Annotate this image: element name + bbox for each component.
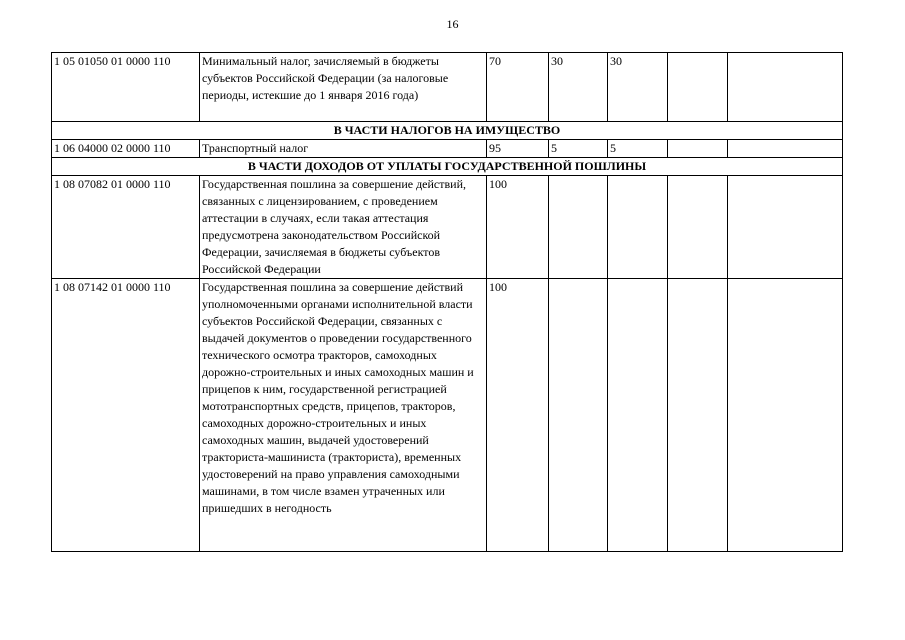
kbk-code-cell: 1 08 07142 01 0000 110: [52, 279, 200, 552]
table-row: [52, 53, 843, 122]
value-cell-3: [608, 176, 668, 279]
description-cell: Минимальный налог, зачисляемый в бюджеты субъектов Российской Федерации (за налоговые периоды, истекшие до 1 января 2016 года): [200, 53, 487, 122]
value-cell-5: [728, 176, 843, 279]
kbk-code-cell: 1 08 07082 01 0000 110: [52, 176, 200, 279]
value-cell-4: [668, 176, 728, 279]
description-cell: Транспортный налог: [200, 140, 487, 158]
section-row: [52, 158, 843, 176]
value-cell-4: [668, 279, 728, 552]
value-cell-2: 30: [549, 53, 608, 122]
value-cell-4: [668, 53, 728, 122]
value-cell-5: [728, 279, 843, 552]
section-row: [52, 122, 843, 140]
value-cell-5: [728, 53, 843, 122]
section-title: В ЧАСТИ ДОХОДОВ ОТ УПЛАТЫ ГОСУДАРСТВЕННОЙ ПОШЛИНЫ: [52, 158, 843, 176]
description-cell: Государственная пошлина за совершение действий уполномоченными органами исполнительной власти субъектов Российской Федерации, связанных с выдачей документов о проведении государственного технического осмотра тракторов, самоходных дорожно-строительных и иных самоходных машин и прицепов к ним, государственной регистрацией мототранспортных средств, прицепов, тракторов, самоходных дорожно-строительных и иных самоходных машин, выдачей удостоверений тракториста-машиниста (тракториста), временных удостоверений на право управления самоходными машинами, в том числе взамен утраченных или пришедших в негодность: [200, 279, 487, 552]
value-cell-2: [549, 279, 608, 552]
section-title: В ЧАСТИ НАЛОГОВ НА ИМУЩЕСТВО: [52, 122, 843, 140]
kbk-code-cell: 1 05 01050 01 0000 110: [52, 53, 200, 122]
table-row: [52, 279, 843, 552]
table-row: [52, 140, 843, 158]
value-cell-3: 30: [608, 53, 668, 122]
table-row: [52, 176, 843, 279]
value-cell-3: [608, 279, 668, 552]
kbk-code-cell: 1 06 04000 02 0000 110: [52, 140, 200, 158]
page-number: 16: [446, 17, 459, 31]
value-cell-5: [728, 140, 843, 158]
value-cell-1: 70: [487, 53, 549, 122]
value-cell-1: 100: [487, 176, 549, 279]
value-cell-1: 100: [487, 279, 549, 552]
value-cell-2: 5: [549, 140, 608, 158]
value-cell-1: 95: [487, 140, 549, 158]
value-cell-3: 5: [608, 140, 668, 158]
revenue-distribution-table: [51, 52, 843, 552]
description-cell: Государственная пошлина за совершение действий, связанных с лицензированием, с проведением аттестации в случаях, если такая аттестация предусмотрена законодательством Российской Федерации, зачисляемая в бюджеты субъектов Российской Федерации: [200, 176, 487, 279]
value-cell-4: [668, 140, 728, 158]
value-cell-2: [549, 176, 608, 279]
